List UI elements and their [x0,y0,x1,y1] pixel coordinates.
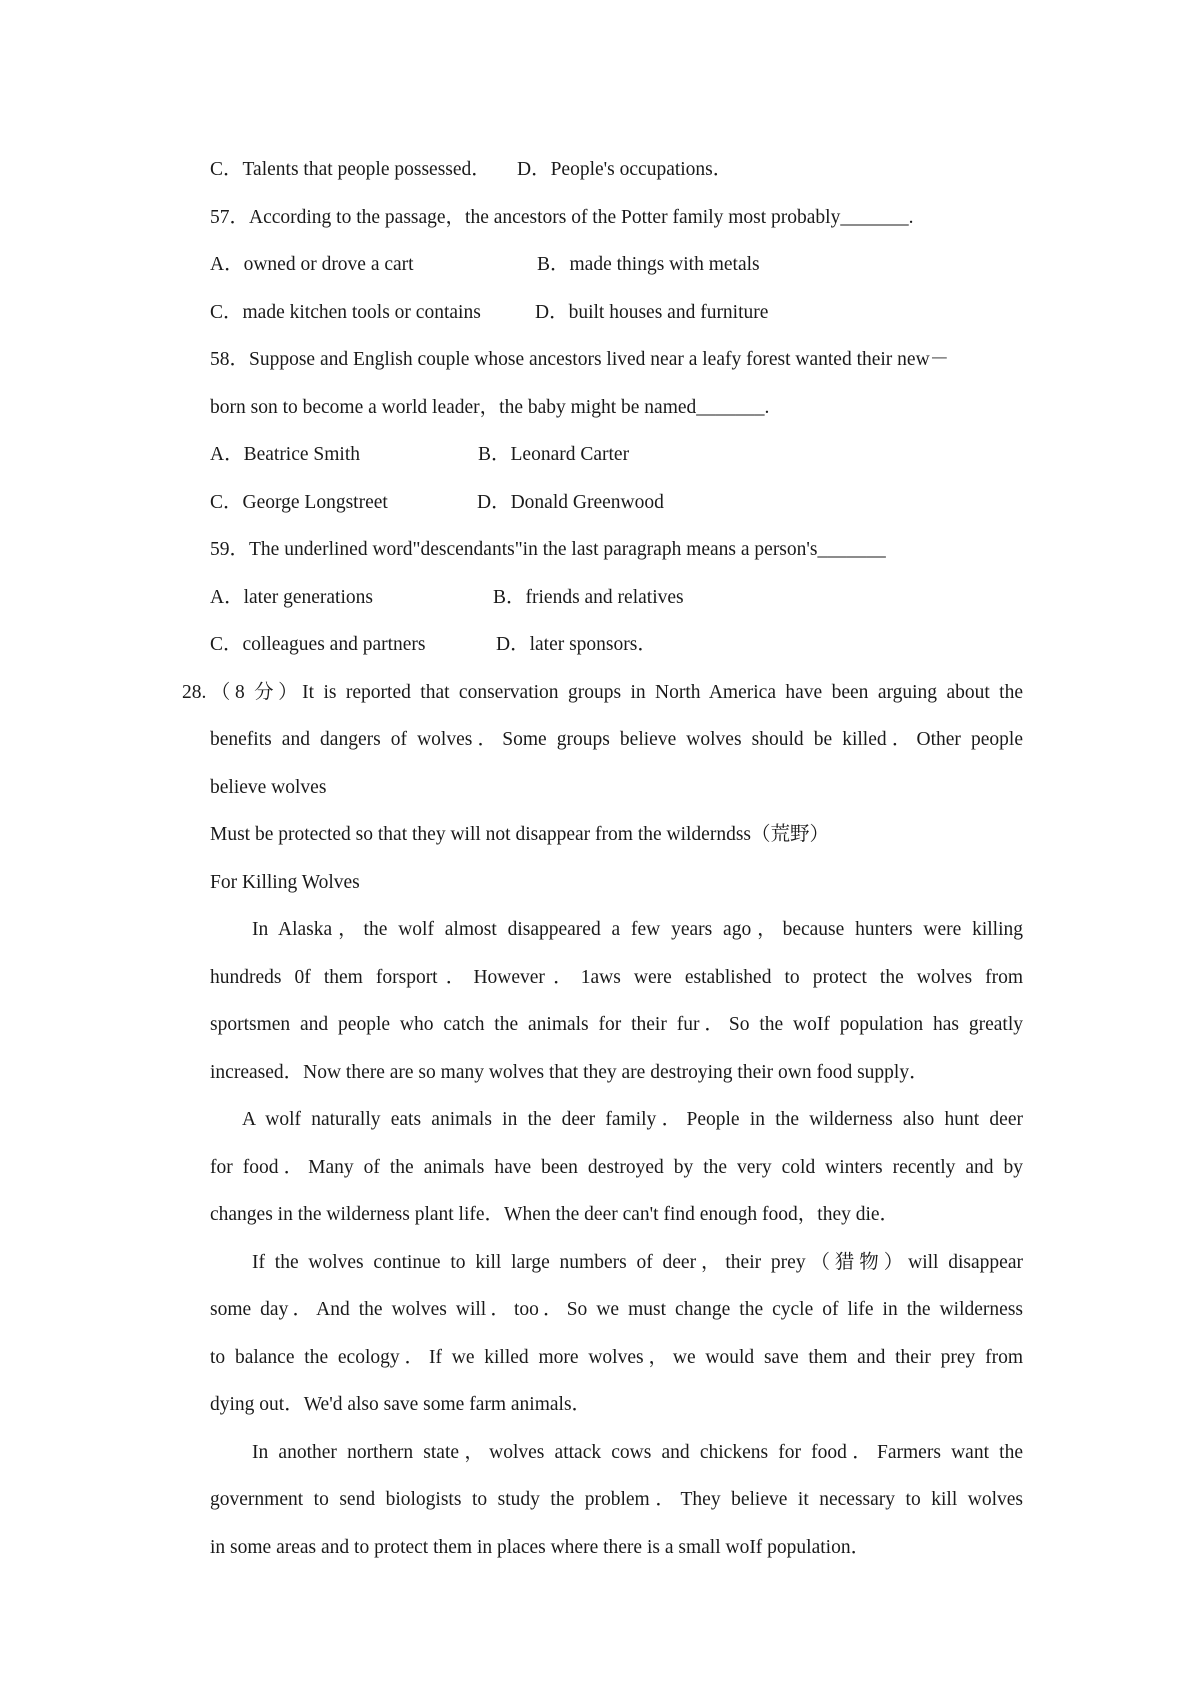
q59-stem: 59．The underlined word"descendants"in the last paragraph means a person's_______ [210,539,886,560]
paragraph-1-line1: In Alaska，the wolf almost disappeared a few years ago，because hunters were killing [252,919,1023,940]
paragraph-4-line1: In another northern state，wolves attack cows and chickens for food．Farmers want the [252,1442,1023,1463]
passage-heading: For Killing Wolves [210,872,360,893]
q58-option-c: C．George Longstreet [210,492,388,513]
q58-option-b: B．Leonard Carter [478,444,630,465]
paragraph-3-line4: dying out．We'd also save some farm animals． [210,1394,592,1415]
q58-option-d: D．Donald Greenwood [477,492,664,513]
paragraph-1-line3: sportsmen and people who catch the animals for their fur．So the woIf population has greatly [210,1014,1023,1035]
paragraph-2-line2: for food．Many of the animals have been destroyed by the very cold winters recently and by [210,1157,1023,1178]
q59-option-a: A．later generations [210,587,373,608]
q28-intro-line4: Must be protected so that they will not disappear from the wilderndss（荒野） [210,824,830,845]
q28-intro-line3: believe wolves [210,777,327,798]
q56-option-d: D．People's occupations． [517,159,733,180]
paragraph-1-line4: increased．Now there are so many wolves that they are destroying their own food supply． [210,1062,929,1083]
q57-option-c: C．made kitchen tools or contains [210,302,481,323]
q57-option-d: D．built houses and furniture [535,302,769,323]
q59-option-d: D．later sponsors． [496,634,657,655]
q57-option-b: B．made things with metals [537,254,760,275]
paragraph-3-line3: to balance the ecology．If we killed more wolves，we would save them and their prey from [210,1347,1023,1368]
q58-option-a: A．Beatrice Smith [210,444,361,465]
paragraph-4-line3: in some areas and to protect them in places where there is a small woIf population． [210,1537,871,1558]
paragraph-2-line1: A wolf naturally eats animals in the deer family．People in the wilderness also hunt deer [242,1109,1023,1130]
q59-option-c: C．colleagues and partners [210,634,426,655]
q56-option-c: C．Talents that people possessed． [210,159,491,180]
paragraph-3-line2: some day．And the wolves will．too．So we must change the cycle of life in the wilderness [210,1299,1023,1320]
paragraph-4-line2: government to send biologists to study the problem．They believe it necessary to kill wolves [210,1489,1023,1510]
q28-intro-line2: benefits and dangers of wolves．Some groups believe wolves should be killed．Other people [210,729,1023,750]
paragraph-1-line2: hundreds 0f them forsport．However．1aws were established to protect the wolves from [210,967,1023,988]
paragraph-3-line1: If the wolves continue to kill large numbers of deer，their prey（猎物）will disappear [252,1252,1023,1273]
q58-stem-line1: 58．Suppose and English couple whose ancestors lived near a leafy forest wanted their new－ [210,349,950,370]
q28-intro-line1: 28.（8 分）It is reported that conservation groups in North America have been arguing about the [182,682,1023,703]
q57-option-a: A．owned or drove a cart [210,254,414,275]
q58-stem-line2: born son to become a world leader，the baby might be named_______. [210,397,770,418]
paragraph-2-line3: changes in the wilderness plant life．When the deer can't find enough food，they die． [210,1204,900,1225]
q59-option-b: B．friends and relatives [493,587,684,608]
q57-stem: 57．According to the passage，the ancestors of the Potter family most probably_______. [210,207,914,228]
